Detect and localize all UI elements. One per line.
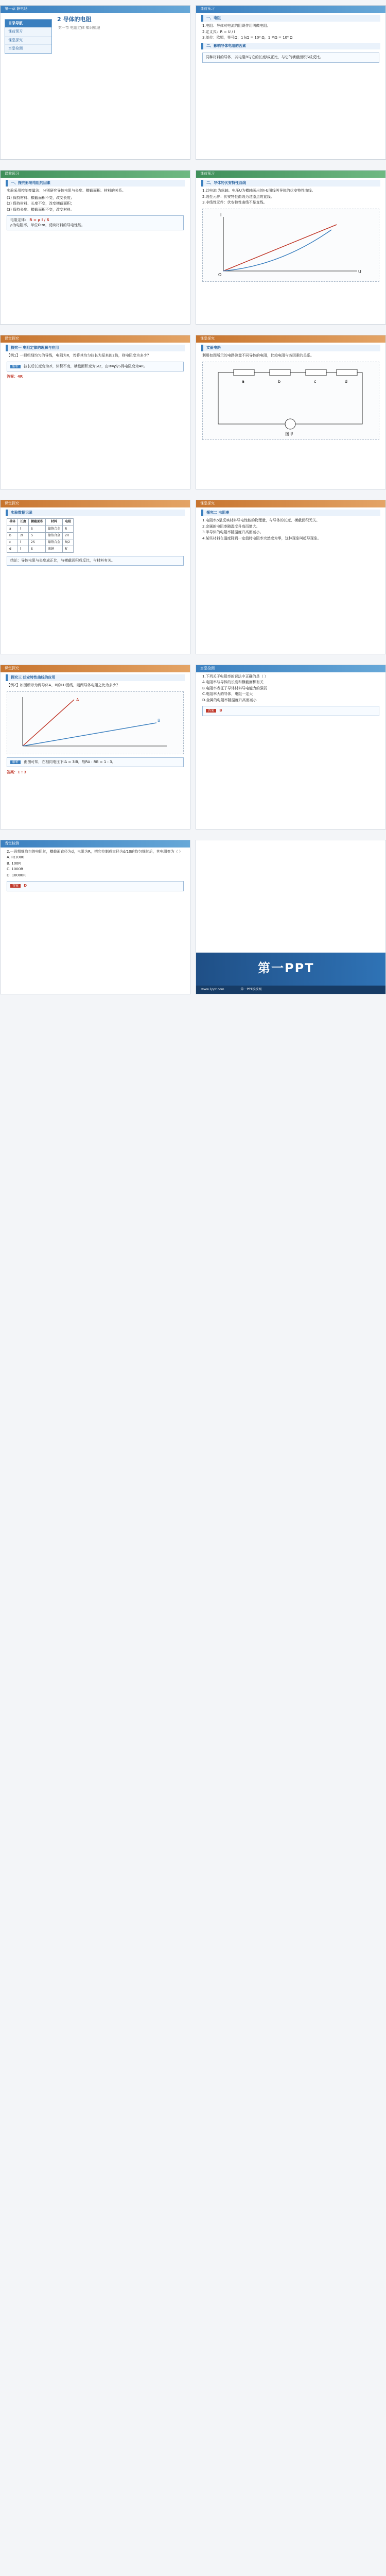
question-stem: 2.一段粗细均匀的电阻丝，横截面直径为d，电阻为R，把它拉制成直径为d/10的均匀细丝后，其电阻变为（ ） — [7, 850, 183, 854]
key-point-box — [202, 53, 379, 62]
table-header-row — [7, 519, 74, 526]
table-row — [7, 546, 74, 552]
table-row — [7, 539, 74, 546]
section-heading: 探究二 电阻率 — [201, 510, 380, 516]
table-cell: S — [29, 546, 46, 552]
content-line: 2.金属的电阻率随温度升高而增大。 — [202, 524, 260, 529]
slide-band: 课堂探究 — [1, 665, 190, 672]
slide-explore-2 — [196, 335, 386, 489]
content-line: 3.非线性元件：伏安特性曲线不是直线。 — [202, 200, 267, 205]
formula-label: 电阻定律： — [10, 218, 28, 223]
slide-band: 课前预习 — [1, 171, 190, 178]
answer-tag: 解析 — [10, 365, 21, 368]
iv-graph — [203, 209, 378, 281]
component-label: d — [345, 379, 348, 384]
table-cell: 康铜 — [46, 546, 63, 552]
section-heading: 二、影响导体电阻的因素 — [201, 43, 380, 49]
component-label: c — [314, 379, 317, 384]
slide-explore-1 — [0, 335, 190, 489]
slide-band: 课堂探究 — [196, 500, 385, 507]
table-cell: 镍铬合金 — [46, 526, 63, 532]
toc-item[interactable]: 课前预习 — [5, 27, 51, 36]
slide-preview-2 — [0, 170, 190, 325]
slide-preview-3 — [196, 170, 386, 325]
table-cell: a — [7, 526, 18, 532]
iv-compare-figure — [7, 691, 184, 754]
final-answer: 答案：4R — [7, 375, 23, 379]
answer-box — [202, 706, 379, 716]
table-cell: l — [18, 539, 29, 546]
series-b-line — [23, 723, 156, 746]
conclusion-box — [7, 556, 184, 566]
slide-band: 课堂探究 — [1, 500, 190, 507]
list-item: (3) 保持长度、横截面积不变，改变材料。 — [7, 207, 75, 212]
content-line: 4.某些材料在温度降到一定值时电阻率突然变为零，这种现象叫超导现象。 — [202, 536, 321, 540]
list-item: (2) 保持材料、长度不变，改变横截面积； — [7, 201, 75, 206]
brand-links — [196, 986, 385, 994]
toc-header: 目录导航 — [5, 20, 51, 27]
slide-ending — [196, 840, 386, 994]
series-b-label: B — [157, 718, 161, 723]
answer-box — [7, 757, 184, 767]
table-cell: l — [18, 546, 29, 552]
nonlinear-curve — [223, 230, 331, 271]
content-line: 1.电阻：导体对电流的阻碍作用叫做电阻。 — [202, 24, 271, 28]
table-header: 电阻 — [63, 519, 74, 526]
question-text: 【例2】如图所示为两导体A、B的I-U图线，则两导体电阻之比为多少？ — [7, 683, 120, 688]
component-label: a — [242, 379, 244, 384]
slide-band: 第一章 静电场 — [1, 6, 190, 13]
table-header: 导体 — [7, 519, 18, 526]
answer-box — [7, 362, 184, 371]
slide-explore-3 — [0, 500, 190, 654]
option[interactable]: C. 1000R — [7, 867, 24, 872]
series-a-label: A — [76, 697, 79, 702]
circuit-loop — [218, 372, 362, 424]
section-heading: 二、导体的伏安特性曲线 — [201, 180, 380, 187]
table-cell: d — [7, 546, 18, 552]
list-item: (1) 保持材料、横截面积不变，改变长度； — [7, 195, 75, 200]
content-lines — [202, 518, 379, 541]
question-lines — [202, 674, 379, 703]
slide-band: 当堂检测 — [1, 840, 190, 848]
content-list — [7, 196, 184, 212]
resistor-d — [337, 369, 357, 376]
option[interactable]: B.电阻率表征了导体材料导电能力的强弱 — [202, 686, 268, 690]
circuit-figure — [202, 362, 379, 440]
question-stem: 1.下列关于电阻率的说法中正确的是（ ） — [202, 674, 268, 679]
answer-text: B — [219, 708, 222, 713]
content-line: 3.单位：欧姆，符号Ω；1 kΩ = 10³ Ω，1 MΩ = 10⁶ Ω — [202, 36, 293, 40]
table-cell: R — [63, 526, 74, 532]
brand-link[interactable]: 第一PPT模板网 — [240, 988, 262, 991]
section-heading: 实验数据记录 — [6, 510, 185, 516]
table-header: 材料 — [46, 519, 63, 526]
content-line: 利用如图所示的电路测量不同导体的电阻，比较电阻与各因素的关系。 — [202, 353, 314, 358]
slide-cover — [0, 5, 190, 160]
slide-check-1 — [196, 665, 386, 829]
slide-check-2 — [0, 840, 190, 994]
table-header: 横截面积 — [29, 519, 46, 526]
table-cell: 2R — [63, 532, 74, 539]
toc-item[interactable]: 课堂探究 — [5, 36, 51, 44]
slide-band: 当堂检测 — [196, 665, 385, 672]
content-line: 1.以电流I为纵轴、电压U为横轴画出的I-U图线叫导体的伏安特性曲线。 — [202, 189, 315, 193]
table-of-contents — [5, 19, 52, 54]
slide-explore-5 — [0, 665, 190, 829]
table-row — [7, 532, 74, 539]
table-header: 长度 — [18, 519, 29, 526]
table-cell: l — [18, 526, 29, 532]
table-cell: b — [7, 532, 18, 539]
resistor-a — [234, 369, 254, 376]
resistor-b — [270, 369, 290, 376]
table-cell: 2l — [18, 532, 29, 539]
answer-tag: 解析 — [10, 760, 21, 764]
content-line: 3.半导体的电阻率随温度升高而减小。 — [202, 530, 264, 535]
section-heading: 探究三 伏安特性曲线的应用 — [6, 674, 185, 681]
conclusion: 结论：导体电阻与长度成正比，与横截面积成反比，与材料有关。 — [10, 558, 115, 563]
question-lines — [7, 850, 184, 878]
iv-graph-figure — [202, 209, 379, 282]
formula-box — [7, 215, 184, 230]
table-cell: S — [29, 526, 46, 532]
toc-item[interactable]: 当堂检测 — [5, 44, 51, 53]
option[interactable]: D.金属的电阻率随温度升高而减小 — [202, 698, 257, 702]
slide-band: 课堂探究 — [1, 335, 190, 343]
content-line: 1.电阻率ρ是反映材料导电性能的物理量，与导体的长度、横截面积无关。 — [202, 518, 320, 523]
key-point: 同种材料的导体，其电阻R与它的长度l成正比，与它的横截面积S成反比。 — [206, 55, 324, 60]
slide-explore-4 — [196, 500, 386, 654]
option[interactable]: D. 10000R — [7, 873, 26, 877]
brand-logo: 第一PPT — [258, 961, 314, 975]
table-cell: R/2 — [63, 539, 74, 546]
content-lines — [202, 189, 379, 205]
table-cell: S — [29, 532, 46, 539]
iv-compare-graph — [7, 692, 182, 754]
table-cell: c — [7, 539, 18, 546]
section-heading: 实验电路 — [201, 345, 380, 351]
content-line: 2.线性元件：伏安特性曲线为过原点的直线。 — [202, 194, 274, 199]
question-text: 【例1】一根粗细均匀的导线，电阻为R，若将其均匀拉长为原来的2倍，则电阻变为多少？ — [7, 353, 151, 358]
slide-preview-1 — [196, 5, 386, 160]
formula-note: ρ为电阻率，单位Ω·m，反映材料的导电性能。 — [10, 223, 85, 227]
option[interactable]: C.电阻率大的导体，电阻一定大 — [202, 692, 253, 697]
section-heading: 一、电阻 — [201, 15, 380, 22]
slide-band: 课前预习 — [196, 6, 385, 13]
content-line: 实验采用控制变量法：分别研究导体电阻与长度、横截面积、材料的关系。 — [7, 189, 126, 193]
answer-text: 由图可知，在相同电压下IA = 3IB，故RA : RB = 1 : 3。 — [24, 759, 116, 764]
resistor-c — [306, 369, 326, 376]
slide-title: 2 导体的电阻 — [57, 16, 92, 23]
brand-footer — [196, 953, 385, 994]
table-cell: 镍铬合金 — [46, 539, 63, 546]
component-label: b — [278, 379, 281, 384]
content-lines — [202, 24, 379, 40]
origin-label: O — [218, 272, 222, 277]
meter-icon — [285, 419, 295, 429]
table-cell: 镍铬合金 — [46, 532, 63, 539]
table-row — [7, 526, 74, 532]
x-axis-label: U — [358, 269, 361, 274]
content-line: 2.定义式：R = U / I — [202, 29, 235, 34]
answer-box — [7, 881, 184, 891]
y-axis-label: I — [220, 212, 222, 217]
data-table — [7, 518, 74, 552]
table-cell: 2S — [29, 539, 46, 546]
option[interactable]: A. R/1000 — [7, 855, 25, 860]
slide-band: 课堂探究 — [196, 335, 385, 343]
final-answer: 答案：1 : 3 — [7, 770, 27, 775]
linear-curve — [223, 225, 337, 271]
slide-band: 课前预习 — [196, 171, 385, 178]
formula: R = ρ l / S — [29, 218, 49, 223]
figure-caption: 图甲 — [285, 431, 293, 436]
table-cell: R′ — [63, 546, 74, 552]
option[interactable]: A.电阻率与导体的长度和横截面积有关 — [202, 680, 264, 685]
slide-subtitle: 第一节 电阻定律 知识梳理 — [58, 25, 100, 30]
section-heading: 探究一 电阻定律的理解与应用 — [6, 345, 185, 351]
answer-tag: 答案 — [206, 709, 216, 713]
answer-text: 拉长后长度变为2l，体积不变，横截面积变为S/2，由R=ρl/S得电阻变为4R。 — [24, 364, 148, 368]
option[interactable]: B. 100R — [7, 861, 21, 866]
brand-link[interactable]: www.1ppt.com — [201, 988, 224, 991]
answer-text: D — [24, 884, 27, 888]
series-a-line — [23, 700, 74, 746]
circuit-diagram — [203, 362, 378, 439]
answer-tag: 答案 — [10, 884, 21, 888]
section-heading: 一、探究影响电阻的因素 — [6, 180, 185, 187]
